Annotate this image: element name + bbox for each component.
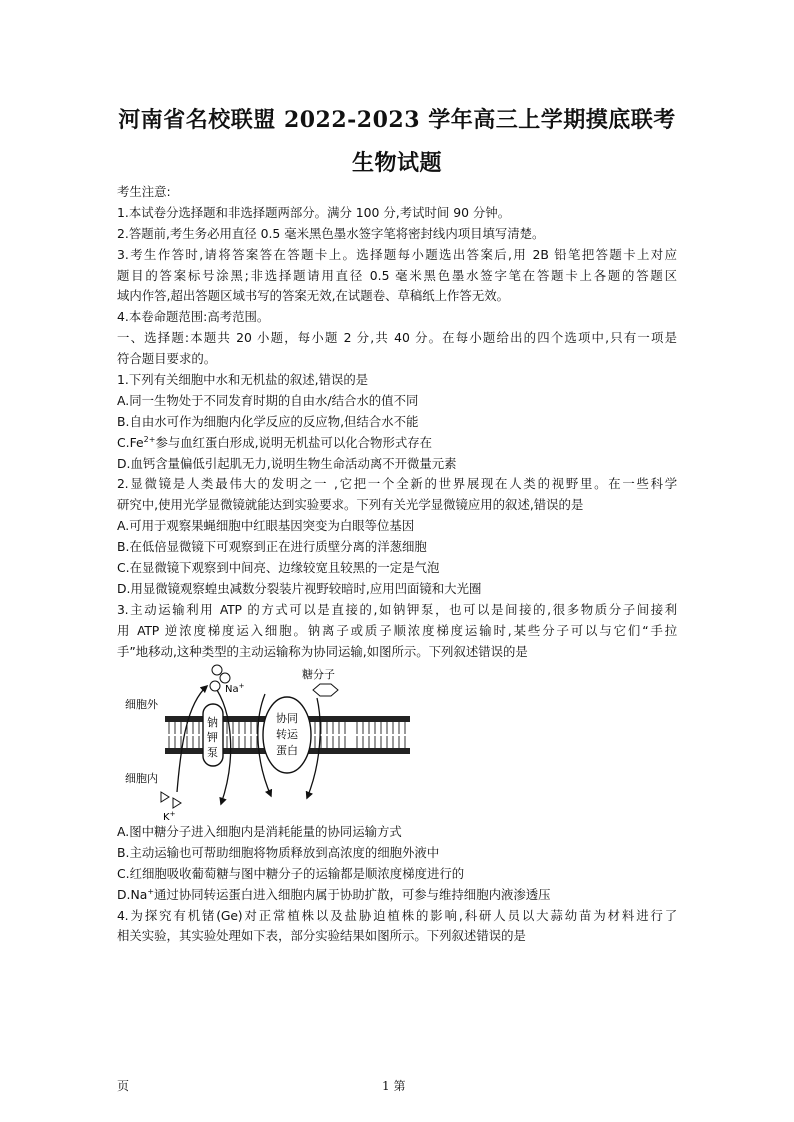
q1-option-c: $C.Fe^{2+}$参与血红蛋白形成,说明无机盐可以化合物形式存在 [117, 434, 433, 450]
notice-item: 题目的答案标号涂黑;非选择题请用直径 0.5 毫米黑色墨水签字笔在答题卡上各题的答题区 [117, 267, 677, 283]
q4-stem: 4.为探究有机锗(Ge)对正常植株以及盐胁迫植株的影响,科研人员以大蒜幼苗为材料进行了 [117, 907, 677, 923]
sugar-molecule-icon [313, 684, 338, 696]
cotransporter-label: 转运 [276, 728, 298, 741]
exam-body-bottom [117, 822, 677, 947]
cotransport-figure [117, 664, 417, 824]
exam-title: 河南省名校联盟 2022-2023 学年高三上学期摸底联考 [118, 107, 676, 133]
q2-option-d: D.用显微镜观察蝗虫减数分裂装片视野较暗时,应用凹面镜和大光圈 [117, 580, 482, 596]
q2-option-b: B.在低倍显微镜下可观察到正在进行质壁分离的洋葱细胞 [117, 539, 427, 555]
k-ion-icon [173, 798, 181, 808]
pump-label: 钠 [207, 716, 218, 729]
na-ion-icon [210, 681, 220, 691]
q2-stem-cont: 研究中,使用光学显微镜就能达到实验要求。下列有关光学显微镜应用的叙述,错误的是 [117, 497, 584, 513]
notice-item: 3.考生作答时,请将答案答在答题卡上。选择题每小题选出答案后,用 2B 铅笔把答题卡上对应 [117, 246, 677, 262]
notice-item: 域内作答,超出答题区域书写的答案无效,在试题卷、草稿纸上作答无效。 [117, 288, 509, 304]
exam-subtitle: 生物试题 [351, 150, 442, 176]
q4-stem-cont: 相关实验，其实验处理如下表，部分实验结果如图所示。下列叙述错误的是 [117, 928, 526, 944]
q3-stem-cont: 用 ATP 逆浓度梯度运入细胞。钠离子或质子顺浓度梯度运输时,某些分子可以与它们“手拉 [117, 622, 677, 638]
notice-item: 1.本试卷分选择题和非选择题两部分。满分 100 分,考试时间 90 分钟。 [117, 204, 511, 220]
section-heading-cont: 符合题目要求的。 [117, 351, 217, 367]
notice-heading: 考生注意: [117, 184, 171, 199]
q3-option-b: B.主动运输也可帮助细胞将物质释放到高浓度的细胞外液中 [117, 844, 440, 860]
label-sugar: 糖分子 [302, 668, 335, 681]
q1-option-b: B.自由水可作为细胞内化学反应的反应物,但结合水不能 [117, 413, 419, 429]
label-outside: 细胞外 [125, 698, 158, 711]
na-ion-icon [212, 665, 222, 675]
membrane-diagram [117, 664, 417, 824]
q3-option-a: A.图中糖分子进入细胞内是消耗能量的协同运输方式 [117, 824, 402, 839]
q2-stem: 2.显微镜是人类最伟大的发明之一 ,它把一个全新的世界展现在人类的视野里。在一些科学 [117, 476, 677, 492]
footer-page-label: 页 [117, 1079, 130, 1093]
cotransporter-label: 蛋白 [276, 744, 298, 757]
q2-option-a: A.可用于观察果蝇细胞中红眼基因突变为白眼等位基因 [117, 518, 415, 534]
q3-stem: 3.主动运输利用 ATP 的方式可以是直接的,如钠钾泵，也可以是间接的,很多物质分子间接利 [117, 601, 677, 617]
section-heading: 一、选择题:本题共 20 小题，每小题 2 分,共 40 分。在每小题给出的四个选项中,只有一项是 [117, 330, 677, 346]
q1-option-a: A.同一生物处于不同发育时期的自由水/结合水的值不同 [117, 392, 419, 408]
label-inside: 细胞内 [125, 772, 158, 785]
pump-label: 钾 [207, 731, 218, 744]
label-na: Na+ [225, 682, 245, 695]
na-ion-icon [220, 673, 230, 683]
exam-body-top [117, 182, 677, 662]
q3-option-d: D.Na+通过协同转运蛋白进入细胞内属于协助扩散，可参与维持细胞内液渗透压 [117, 886, 551, 902]
notice-item: 2.答题前,考生务必用直径 0.5 毫米黑色墨水签字笔将密封线内项目填写清楚。 [117, 225, 545, 241]
k-ion-icon [161, 792, 169, 802]
label-k: K+ [163, 810, 176, 823]
q1-option-d: D.血钙含量偏低引起肌无力,说明生物生命活动离不开微量元素 [117, 455, 457, 471]
q3-option-c: C.红细胞吸收葡萄糖与图中糖分子的运输都是顺浓度梯度进行的 [117, 865, 465, 881]
q1-stem: 1.下列有关细胞中水和无机盐的叙述,错误的是 [117, 372, 369, 388]
cotransporter-label: 协同 [276, 712, 298, 725]
footer-page-number: 1 第 [382, 1079, 406, 1093]
q3-stem-cont: 手”地移动,这种类型的主动运输称为协同运输,如图所示。下列叙述错误的是 [117, 643, 528, 659]
pump-label: 泵 [207, 746, 218, 759]
notice-item: 4.本卷命题范围:高考范围。 [117, 309, 270, 325]
q2-option-c: C.在显微镜下观察到中间亮、边缘较宽且较黑的一定是气泡 [117, 560, 440, 576]
